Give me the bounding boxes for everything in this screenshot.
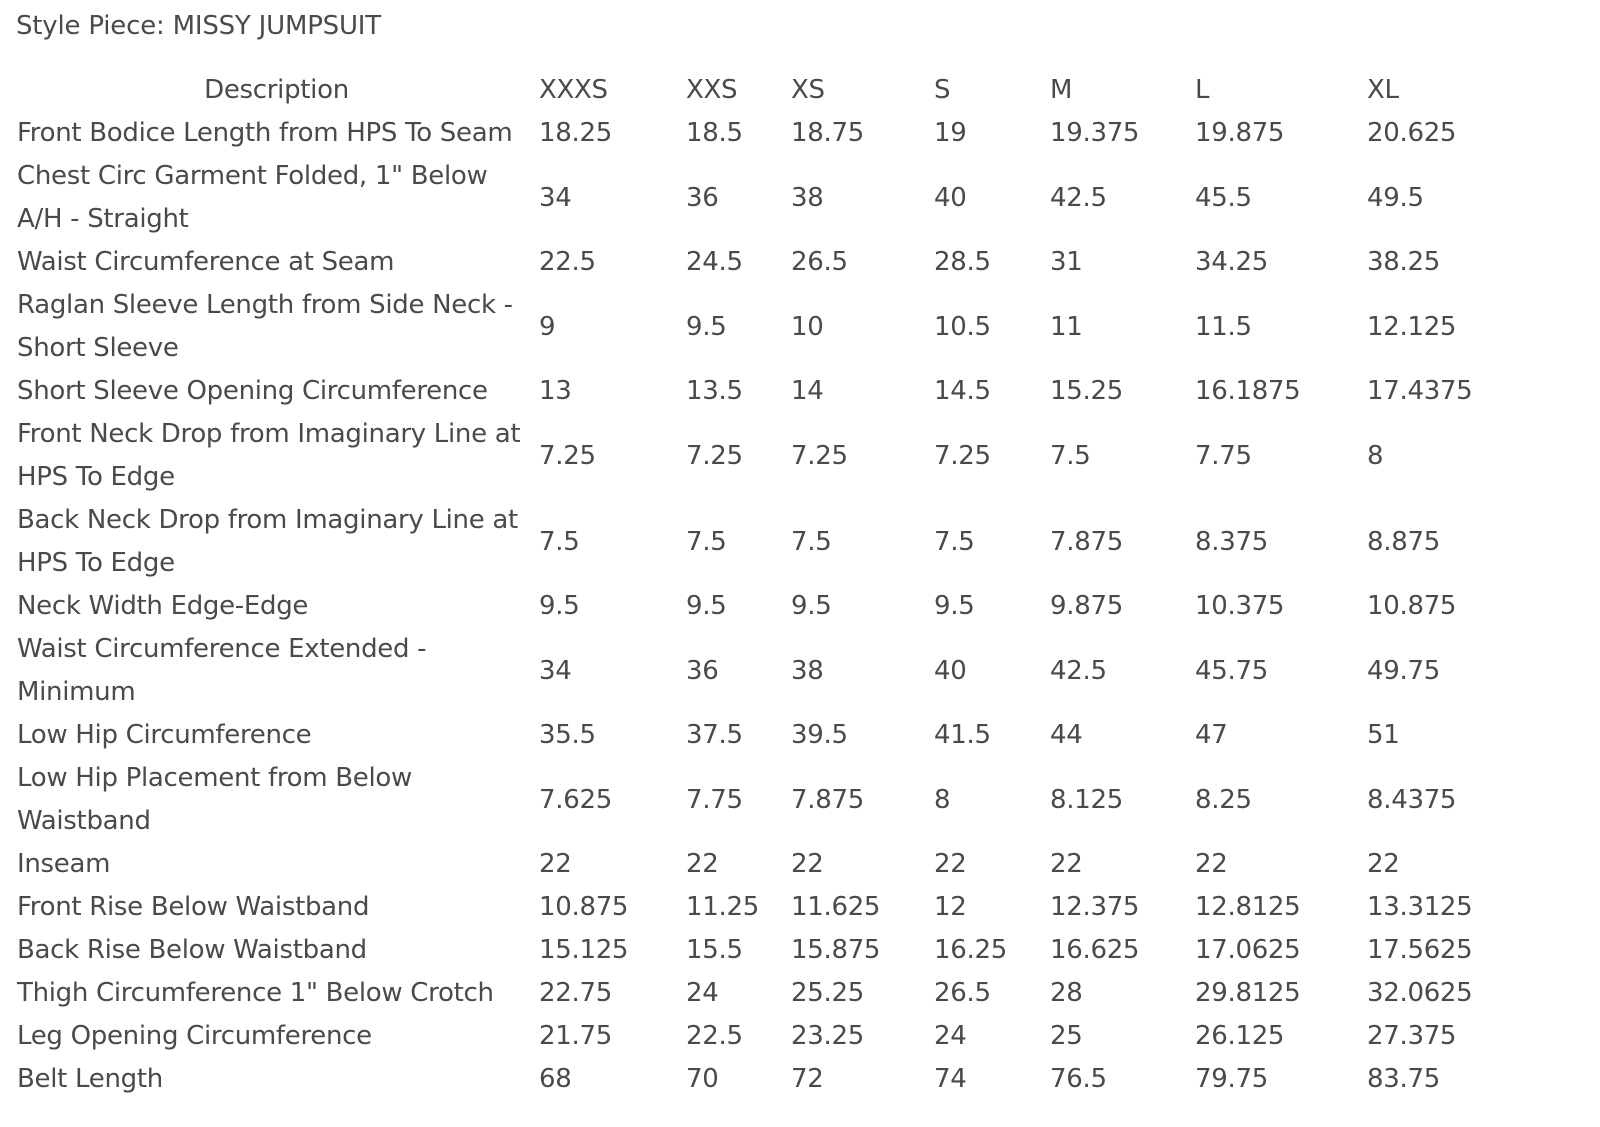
cell-l: 12.8125 (1195, 892, 1301, 922)
cell-s: 41.5 (934, 720, 991, 750)
cell-xxs: 13.5 (686, 376, 743, 406)
col-header-xxxs: XXXS (539, 75, 608, 105)
table-row (14, 843, 1534, 886)
cell-s: 10.5 (934, 311, 991, 342)
cell-s: 28.5 (934, 247, 991, 277)
cell-m: 19.375 (1050, 118, 1140, 148)
cell-xxs: 22 (686, 849, 719, 879)
table-row (14, 155, 1534, 241)
cell-xxs: 24 (686, 978, 719, 1008)
cell-l: 34.25 (1195, 247, 1268, 277)
cell-description: Inseam (17, 849, 111, 879)
cell-xs: 9.5 (791, 591, 832, 621)
cell-s: 14.5 (934, 376, 991, 406)
cell-xs: 7.25 (791, 440, 848, 471)
table-row (14, 370, 1534, 413)
cell-l: 79.75 (1195, 1064, 1268, 1094)
cell-xxxs: 9.5 (539, 591, 580, 621)
cell-xl: 12.125 (1367, 311, 1457, 342)
cell-xs: 7.5 (791, 526, 832, 557)
cell-xxxs: 15.125 (539, 935, 629, 965)
cell-xs: 72 (791, 1064, 824, 1094)
table-row (14, 413, 1534, 499)
cell-l: 22 (1195, 849, 1228, 879)
cell-m: 15.25 (1050, 376, 1123, 406)
cell-xxs: 7.75 (686, 784, 743, 815)
cell-xs: 15.875 (791, 935, 881, 965)
col-header-description: Description (204, 75, 349, 105)
page-title: Style Piece: MISSY JUMPSUIT (16, 11, 381, 41)
table-row (14, 757, 1534, 843)
cell-xxxs: 35.5 (539, 720, 596, 750)
cell-l: 7.75 (1195, 440, 1252, 471)
cell-xl: 27.375 (1367, 1021, 1457, 1051)
col-header-l: L (1195, 75, 1210, 105)
cell-xs: 39.5 (791, 720, 848, 750)
cell-m: 25 (1050, 1021, 1083, 1051)
cell-description: Low Hip Placement from Below Waistband (17, 763, 412, 836)
cell-xs: 18.75 (791, 118, 864, 148)
cell-xs: 10 (791, 311, 824, 342)
table-row (14, 929, 1534, 972)
cell-description: Belt Length (17, 1064, 163, 1094)
cell-s: 8 (934, 784, 951, 815)
cell-xxs: 9.5 (686, 591, 727, 621)
cell-l: 45.5 (1195, 182, 1252, 213)
cell-l: 29.8125 (1195, 978, 1301, 1008)
cell-xxs: 24.5 (686, 247, 743, 277)
cell-xs: 25.25 (791, 978, 864, 1008)
cell-xxs: 9.5 (686, 311, 727, 342)
cell-xl: 83.75 (1367, 1064, 1440, 1094)
cell-description: Short Sleeve Opening Circumference (17, 376, 488, 406)
table-row (14, 112, 1534, 155)
col-header-s: S (934, 75, 951, 105)
cell-xxxs: 7.25 (539, 440, 596, 471)
cell-xxs: 36 (686, 655, 719, 686)
cell-m: 42.5 (1050, 655, 1107, 686)
col-header-xs: XS (791, 75, 825, 105)
cell-xs: 7.875 (791, 784, 864, 815)
cell-description: Front Bodice Length from HPS To Seam (17, 118, 513, 148)
cell-m: 31 (1050, 247, 1083, 277)
cell-l: 16.1875 (1195, 376, 1301, 406)
cell-l: 8.375 (1195, 526, 1268, 557)
table-row (14, 585, 1534, 628)
cell-xs: 11.625 (791, 892, 881, 922)
cell-description: Chest Circ Garment Folded, 1" Below A/H - Straight (17, 161, 488, 234)
cell-m: 9.875 (1050, 591, 1123, 621)
col-header-xxs: XXS (686, 75, 738, 105)
table-row (14, 714, 1534, 757)
cell-m: 42.5 (1050, 182, 1107, 213)
cell-l: 10.375 (1195, 591, 1285, 621)
cell-s: 74 (934, 1064, 967, 1094)
col-header-xl: XL (1367, 75, 1399, 105)
cell-description: Raglan Sleeve Length from Side Neck - Short Sleeve (17, 290, 513, 363)
cell-m: 7.5 (1050, 440, 1091, 471)
cell-l: 45.75 (1195, 655, 1268, 686)
cell-xs: 14 (791, 376, 824, 406)
cell-xxxs: 68 (539, 1064, 572, 1094)
cell-xxs: 15.5 (686, 935, 743, 965)
cell-xxxs: 13 (539, 376, 572, 406)
cell-xs: 26.5 (791, 247, 848, 277)
cell-xxxs: 34 (539, 655, 572, 686)
cell-description: Front Neck Drop from Imaginary Line at HPS To Edge (17, 419, 521, 492)
cell-xl: 51 (1367, 720, 1400, 750)
cell-s: 16.25 (934, 935, 1007, 965)
cell-xxxs: 7.5 (539, 526, 580, 557)
cell-xxxs: 21.75 (539, 1021, 612, 1051)
cell-m: 8.125 (1050, 784, 1123, 815)
cell-xl: 22 (1367, 849, 1400, 879)
cell-l: 11.5 (1195, 311, 1252, 342)
cell-xl: 17.4375 (1367, 376, 1473, 406)
cell-l: 19.875 (1195, 118, 1285, 148)
table-row (14, 284, 1534, 370)
cell-xxs: 11.25 (686, 892, 759, 922)
cell-s: 9.5 (934, 591, 975, 621)
cell-description: Leg Opening Circumference (17, 1021, 372, 1051)
cell-description: Back Rise Below Waistband (17, 935, 367, 965)
cell-xl: 8.4375 (1367, 784, 1457, 815)
cell-l: 17.0625 (1195, 935, 1301, 965)
cell-xxs: 22.5 (686, 1021, 743, 1051)
table-row (14, 972, 1534, 1015)
cell-xxxs: 10.875 (539, 892, 629, 922)
cell-xxxs: 34 (539, 182, 572, 213)
cell-xxxs: 22.75 (539, 978, 612, 1008)
cell-s: 7.5 (934, 526, 975, 557)
cell-xl: 49.75 (1367, 655, 1440, 686)
cell-description: Neck Width Edge-Edge (17, 591, 309, 621)
cell-xl: 10.875 (1367, 591, 1457, 621)
cell-xxs: 37.5 (686, 720, 743, 750)
cell-xl: 49.5 (1367, 182, 1424, 213)
cell-description: Low Hip Circumference (17, 720, 312, 750)
cell-xs: 23.25 (791, 1021, 864, 1051)
cell-xl: 20.625 (1367, 118, 1457, 148)
cell-xs: 38 (791, 655, 824, 686)
cell-xxxs: 18.25 (539, 118, 612, 148)
cell-description: Waist Circumference at Seam (17, 247, 395, 277)
cell-description: Back Neck Drop from Imaginary Line at HPS To Edge (17, 505, 518, 578)
cell-m: 12.375 (1050, 892, 1140, 922)
cell-xxs: 7.5 (686, 526, 727, 557)
cell-xs: 38 (791, 182, 824, 213)
cell-xxs: 70 (686, 1064, 719, 1094)
cell-xl: 8.875 (1367, 526, 1440, 557)
table-row (14, 886, 1534, 929)
cell-xs: 22 (791, 849, 824, 879)
cell-s: 12 (934, 892, 967, 922)
cell-m: 16.625 (1050, 935, 1140, 965)
cell-s: 22 (934, 849, 967, 879)
table-body (14, 112, 1534, 1101)
cell-xxxs: 22.5 (539, 247, 596, 277)
cell-xl: 13.3125 (1367, 892, 1473, 922)
cell-m: 7.875 (1050, 526, 1123, 557)
table-row (14, 241, 1534, 284)
header-row (14, 69, 1534, 112)
cell-description: Waist Circumference Extended - Minimum (17, 634, 427, 707)
cell-l: 8.25 (1195, 784, 1252, 815)
cell-s: 24 (934, 1021, 967, 1051)
cell-s: 26.5 (934, 978, 991, 1008)
cell-xl: 17.5625 (1367, 935, 1473, 965)
cell-xl: 8 (1367, 440, 1384, 471)
col-header-m: M (1050, 75, 1073, 105)
cell-m: 76.5 (1050, 1064, 1107, 1094)
cell-l: 26.125 (1195, 1021, 1285, 1051)
cell-xxs: 36 (686, 182, 719, 213)
cell-m: 22 (1050, 849, 1083, 879)
cell-l: 47 (1195, 720, 1228, 750)
cell-s: 7.25 (934, 440, 991, 471)
size-spec-table (14, 69, 1534, 1101)
cell-description: Front Rise Below Waistband (17, 892, 370, 922)
table-row (14, 1015, 1534, 1058)
cell-m: 11 (1050, 311, 1083, 342)
cell-xxxs: 9 (539, 311, 556, 342)
cell-m: 28 (1050, 978, 1083, 1008)
cell-xxxs: 22 (539, 849, 572, 879)
cell-s: 40 (934, 182, 967, 213)
cell-s: 40 (934, 655, 967, 686)
cell-xxxs: 7.625 (539, 784, 612, 815)
table-row (14, 628, 1534, 714)
cell-xxs: 7.25 (686, 440, 743, 471)
cell-xl: 32.0625 (1367, 978, 1473, 1008)
cell-xl: 38.25 (1367, 247, 1440, 277)
cell-description: Thigh Circumference 1" Below Crotch (17, 978, 494, 1008)
table-row (14, 499, 1534, 585)
cell-xxs: 18.5 (686, 118, 743, 148)
cell-s: 19 (934, 118, 967, 148)
cell-m: 44 (1050, 720, 1083, 750)
table-row (14, 1058, 1534, 1101)
